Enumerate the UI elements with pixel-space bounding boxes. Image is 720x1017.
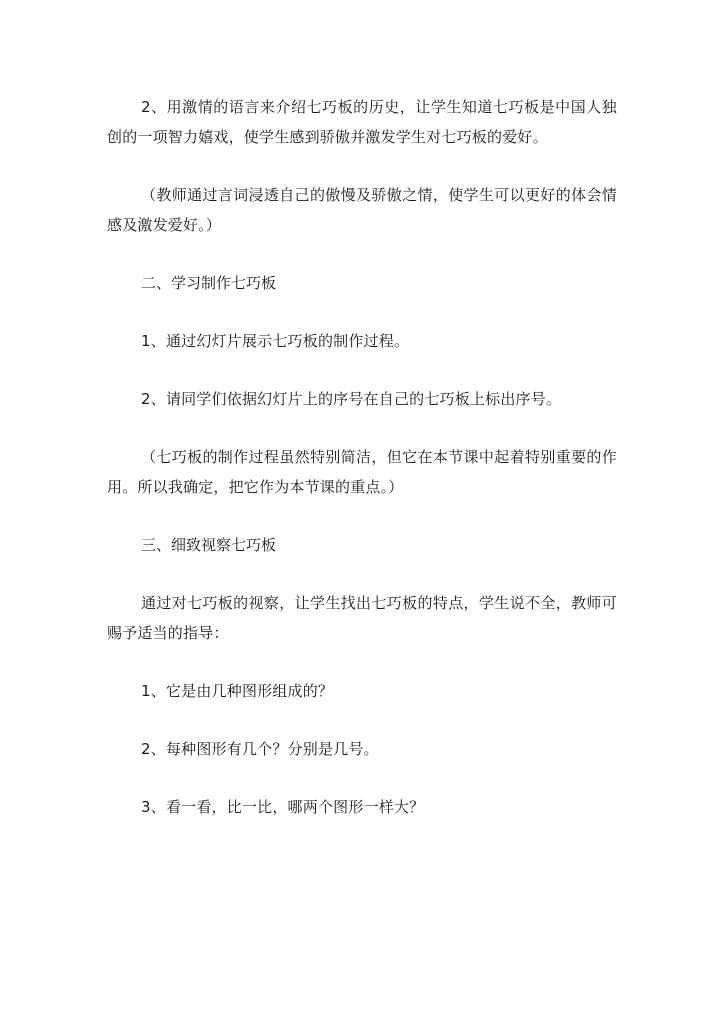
question-shape-counts: 2、每种图形有几个？分别是几号。 (141, 740, 379, 758)
question-shapes-composition: 1、它是由几种图形组成的？ (141, 682, 334, 700)
document-body (107, 92, 617, 850)
step-mark-numbers: 2、请同学们依据幻灯片上的序号在自己的七巧板上标出序号。 (141, 390, 562, 408)
note-key-point: （七巧板的制作过程虽然特别简洁，但它在本节课中起着特别重要的作用。所以我确定，把它作为本节课的重点。） (107, 448, 617, 496)
section-heading-make-tangram: 二、学习制作七巧板 (141, 274, 277, 292)
paragraph-history-intro: 2、用激情的语言来介绍七巧板的历史，让学生知道七巧板是中国人独创的一项智力嬉戏，使学生感到骄傲并激发学生对七巧板的爱好。 (107, 98, 617, 146)
section-heading-observe-tangram: 三、细致视察七巧板 (141, 536, 277, 554)
note-teacher-emotion: （教师通过言词浸透自己的傲慢及骄傲之情，使学生可以更好的体会情感及激发爱好。） (107, 186, 617, 234)
step-slides-process: 1、通过幻灯片展示七巧板的制作过程。 (141, 332, 410, 350)
paragraph-observe-features: 通过对七巧板的视察，让学生找出七巧板的特点，学生说不全，教师可赐予适当的指导： (107, 594, 617, 642)
question-same-size: 3、看一看，比一比，哪两个图形一样大？ (141, 798, 425, 816)
